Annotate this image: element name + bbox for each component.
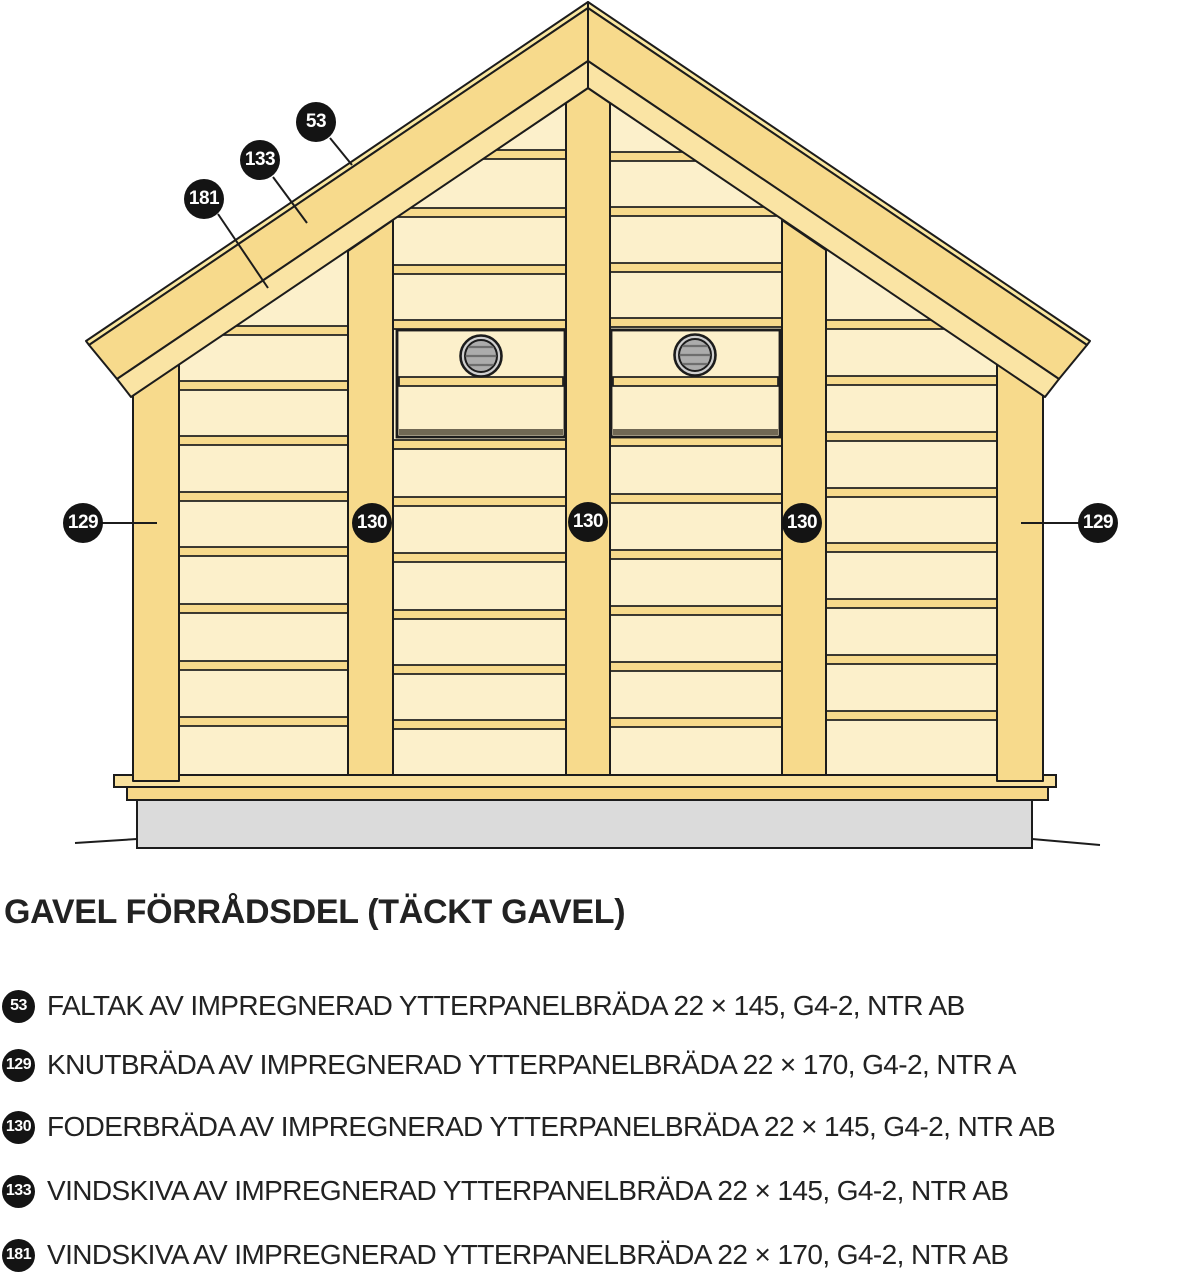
- diagram-title: GAVEL FÖRRÅDSDEL (TÄCKT GAVEL): [4, 893, 626, 931]
- callout-badge-181: 181: [184, 179, 224, 219]
- vent-panel-left: [397, 330, 565, 437]
- vent-panel-right: [611, 330, 780, 437]
- legend-item-129: [2, 1048, 1016, 1082]
- legend-item-130: [2, 1110, 1055, 1144]
- legend-badge-53: 53: [2, 990, 35, 1023]
- callout-badge-130-left: 130: [352, 503, 392, 543]
- legend-badge-129: 129: [2, 1049, 35, 1082]
- round-vent-left: [461, 336, 502, 377]
- sill-boards: [114, 775, 1056, 800]
- foundation: [75, 798, 1100, 848]
- callout-badge-53: 53: [296, 102, 336, 142]
- callout-badge-130-right: 130: [782, 503, 822, 543]
- legend-text-181: VINDSKIVA AV IMPREGNERAD YTTERPANELBRÄDA 22 × 170, G4-2, NTR AB: [47, 1239, 1009, 1270]
- legend-text-130: FODERBRÄDA AV IMPREGNERAD YTTERPANELBRÄDA 22 × 145, G4-2, NTR AB: [47, 1111, 1056, 1142]
- legend-item-133: [2, 1174, 1008, 1208]
- legend-badge-133: 133: [2, 1175, 35, 1208]
- legend-text-53: FALTAK AV IMPREGNERAD YTTERPANELBRÄDA 22 × 145, G4-2, NTR AB: [47, 990, 965, 1021]
- round-vent-right: [675, 335, 716, 376]
- legend-item-181: [2, 1238, 1008, 1272]
- legend-item-53: [2, 989, 965, 1023]
- legend-text-129: KNUTBRÄDA AV IMPREGNERAD YTTERPANELBRÄDA 22 × 170, G4-2, NTR A: [47, 1049, 1016, 1080]
- callout-badge-130-center: 130: [568, 502, 608, 542]
- legend-badge-181: 181: [2, 1239, 35, 1272]
- callout-badge-129-right: 129: [1078, 503, 1118, 543]
- callout-badge-133: 133: [240, 140, 280, 180]
- legend-text-133: VINDSKIVA AV IMPREGNERAD YTTERPANELBRÄDA 22 × 145, G4-2, NTR AB: [47, 1175, 1009, 1206]
- legend-badge-130: 130: [2, 1111, 35, 1144]
- callout-badge-129-left: 129: [63, 503, 103, 543]
